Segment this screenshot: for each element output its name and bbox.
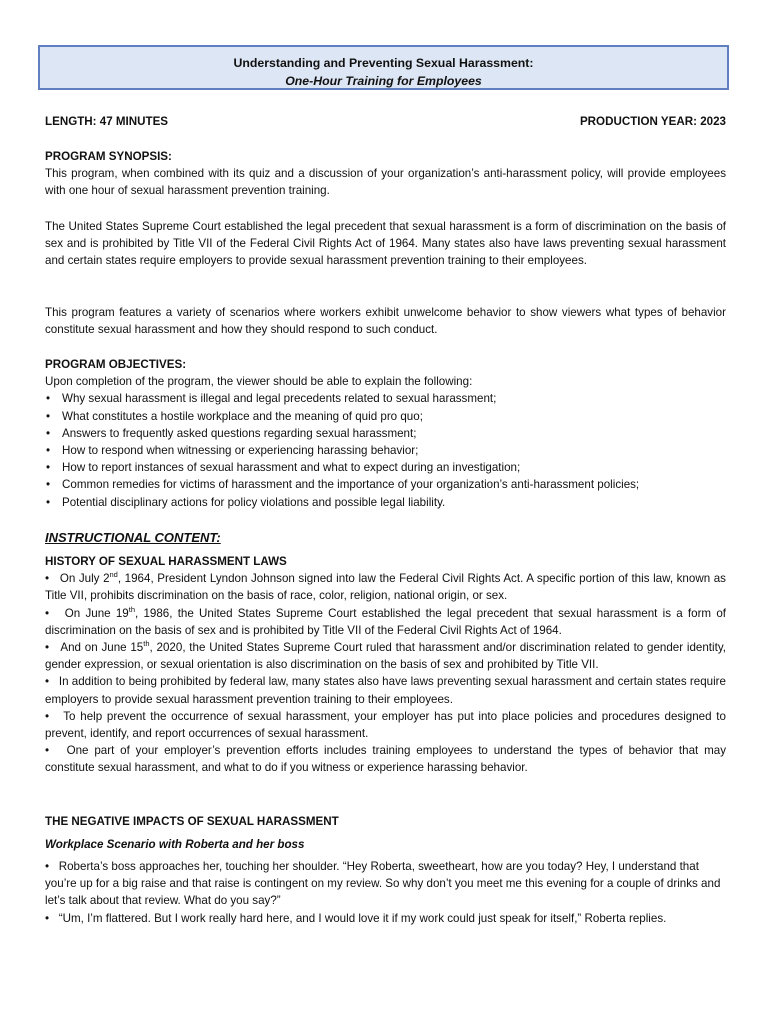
history-item: • On July 2nd, 1964, President Lyndon Johnson signed into law the Federal Civil Rights Act. A specific portion of this law, known as Title VII, prohibits discrimination on the basis of race, color, religion, national origin, or sex. [45,570,726,604]
list-item: • Common remedies for victims of harassment and the importance of your organization’s anti-harassment policies; [45,476,726,493]
history-item: • One part of your employer’s prevention efforts includes training employees to understand the types of behavior that may constitute sexual harassment, and what to do if you witness or experience harassing behavior. [45,742,726,776]
synopsis-heading: PROGRAM SYNOPSIS: [45,150,172,163]
list-item: • Answers to frequently asked questions regarding sexual harassment; [45,425,726,442]
list-item: • How to respond when witnessing or experiencing harassing behavior; [45,442,726,459]
objectives-heading: PROGRAM OBJECTIVES: [45,358,187,371]
synopsis-section [45,148,726,200]
synopsis-paragraph: This program features a variety of scenarios where workers exhibit unwelcome behavior to show viewers what types of behavior constitute sexual harassment and how they should respond to such conduct. [45,306,726,337]
synopsis-paragraph: This program, when combined with its quiz and a discussion of your organization’s anti-harassment policy, will provide employees with one hour of sexual harassment prevention training. [45,167,726,198]
scenario-item: • “Um, I’m flattered. But I work really hard here, and I would love it if my work could just speak for itself,” Roberta replies. [45,910,726,927]
list-item: • Potential disciplinary actions for policy violations and possible legal liability. [45,494,726,511]
history-item: • And on June 15th, 2020, the United States Supreme Court ruled that harassment and/or discrimination related to gender identity, gender expression, or sexual orientation is also discrimination on the basis of sex and prohibited by Title VII. [45,639,726,673]
list-item: • What constitutes a hostile workplace and the meaning of quid pro quo; [45,408,726,425]
history-item: • On June 19th, 1986, the United States Supreme Court established the legal precedent that sexual harassment is a form of discrimination on the basis of sex and is prohibited by Title VII of the Federal Civil Rights Act of 1964. [45,605,726,639]
list-item: • How to report instances of sexual harassment and what to expect during an investigation; [45,459,726,476]
history-item: • In addition to being prohibited by federal law, many states also have laws preventing sexual harassment and certain states require employers to provide sexual harassment prevention training to their employees. [45,673,726,707]
document-title: Understanding and Preventing Sexual Harassment: [233,56,534,70]
instructional-heading: INSTRUCTIONAL CONTENT: [45,530,221,545]
synopsis-paragraph: The United States Supreme Court established the legal precedent that sexual harassment is a form of discrimination on the basis of sex and is prohibited by Title VII of the Federal Civil Rights Act of 1964. Many states also have laws preventing sexual harassment and certain states require employers to provide sexual harassment prevention training to their employees. [45,220,726,268]
history-item: • To help prevent the occurrence of sexual harassment, your employer has put into place policies and procedures designed to prevent, identify, and report occurrences of sexual harassment. [45,708,726,742]
history-section [45,553,726,777]
meta-row [45,113,726,130]
list-item: • Why sexual harassment is illegal and legal precedents related to sexual harassment; [45,390,726,407]
negative-impacts-section [45,813,726,830]
objectives-intro: Upon completion of the program, the viewer should be able to explain the following: [45,375,473,389]
production-year: PRODUCTION YEAR: 2023 [579,115,726,128]
scenario-item: • Roberta’s boss approaches her, touching her shoulder. “Hey Roberta, sweetheart, how are you today? Hey, I understand that you’re up for a big raise and that raise is contingent on my review. So why don’t you meet me this evening for a couple of drinks and let’s talk about that review. What do you say?” [45,858,726,910]
negative-heading: THE NEGATIVE IMPACTS OF SEXUAL HARASSMENT [45,815,339,828]
document-subtitle: One-Hour Training for Employees [285,74,482,88]
objectives-section [45,356,726,511]
scenario-heading: Workplace Scenario with Roberta and her boss [45,838,305,851]
length-label: LENGTH: 47 MINUTES [45,115,169,128]
objectives-list [45,390,726,510]
instructional-section [45,529,726,546]
title-box [38,45,729,90]
history-heading: HISTORY OF SEXUAL HARASSMENT LAWS [45,555,287,568]
